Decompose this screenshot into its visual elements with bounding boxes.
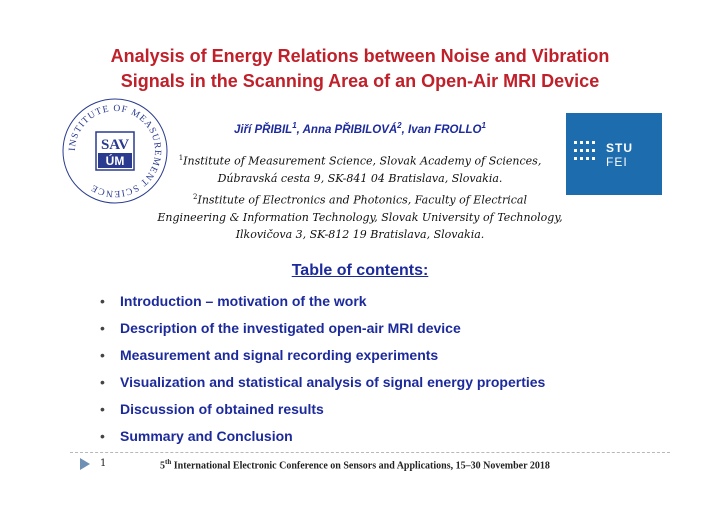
toc-item [100, 374, 545, 401]
toc-item-label: Introduction – motivation of the work [120, 293, 367, 309]
toc-item-label: Measurement and signal recording experiments [120, 347, 439, 363]
title-line-1: Analysis of Energy Relations between Noise and Vibration [110, 46, 610, 66]
toc-item [100, 293, 545, 320]
affiliation-line: Institute of Measurement Science, Slovak Academy of Sciences, [183, 154, 542, 168]
author-affil-mark: 2 [397, 121, 402, 130]
author-name: Jiří PŘIBIL [234, 123, 293, 136]
logo-sav-text: SAV [100, 137, 130, 153]
bullet-icon: • [100, 320, 105, 336]
author-separator: , [296, 123, 303, 136]
toc-item [100, 320, 545, 347]
footer-ordinal-suffix: th [165, 458, 172, 466]
toc-item-label: Summary and Conclusion [120, 428, 293, 444]
logo-fei-text: FEI [606, 155, 628, 169]
affiliation-line: Institute of Electronics and Photonics, Faculty of Electrical [197, 193, 527, 207]
logo-stu-text: STU [606, 141, 633, 155]
author-affil-mark: 1 [481, 121, 486, 130]
toc-item-label: Description of the investigated open-air MRI device [120, 320, 461, 336]
author-separator: , [401, 123, 409, 136]
title-line-2: Signals in the Scanning Area of an Open-Air MRI Device [120, 71, 600, 91]
toc-item-label: Discussion of obtained results [120, 401, 324, 417]
footer-divider [70, 452, 670, 453]
affiliation-line: Ilkovičova 3, SK-812 19 Bratislava, Slovakia. [235, 227, 485, 241]
bullet-icon: • [100, 374, 105, 390]
affiliation-number: 2 [193, 193, 198, 201]
affiliation-line: Engineering & Information Technology, Slovak University of Technology, [157, 210, 563, 224]
toc-item [100, 401, 545, 428]
bullet-icon: • [100, 428, 105, 444]
affiliation-number: 1 [178, 154, 184, 162]
footer-conference-text: International Electronic Conference on Sensors and Applications, 15–30 November 2018 [171, 460, 550, 472]
affiliation-1 [100, 150, 620, 187]
page-number: 1 [100, 458, 107, 469]
bullet-icon: • [100, 401, 105, 417]
toc-list [100, 293, 545, 455]
author-name: Ivan FROLLO [408, 123, 482, 136]
authors-line [150, 121, 570, 136]
slide-title [0, 44, 720, 94]
logo-um-text: ÚM [105, 154, 125, 168]
footer-conference [160, 458, 550, 471]
bullet-icon: • [100, 293, 105, 309]
toc-item [100, 428, 545, 455]
author-name: Anna PŘIBILOVÁ [302, 123, 398, 136]
affiliation-2 [100, 189, 620, 243]
author-affil-mark: 1 [292, 121, 297, 130]
toc-heading: Table of contents: [291, 262, 429, 279]
footer-ordinal: 5 [160, 460, 165, 472]
toc-item [100, 347, 545, 374]
logo-ring-text: INSTITUTE OF MEASUREMENT SCIENCE [67, 103, 163, 199]
affiliation-line: Dúbravská cesta 9, SK-841 04 Bratislava, Slovakia. [217, 171, 503, 185]
bullet-icon: • [100, 347, 105, 363]
toc-item-label: Visualization and statistical analysis of signal energy properties [120, 374, 546, 390]
play-arrow-icon [80, 458, 90, 470]
